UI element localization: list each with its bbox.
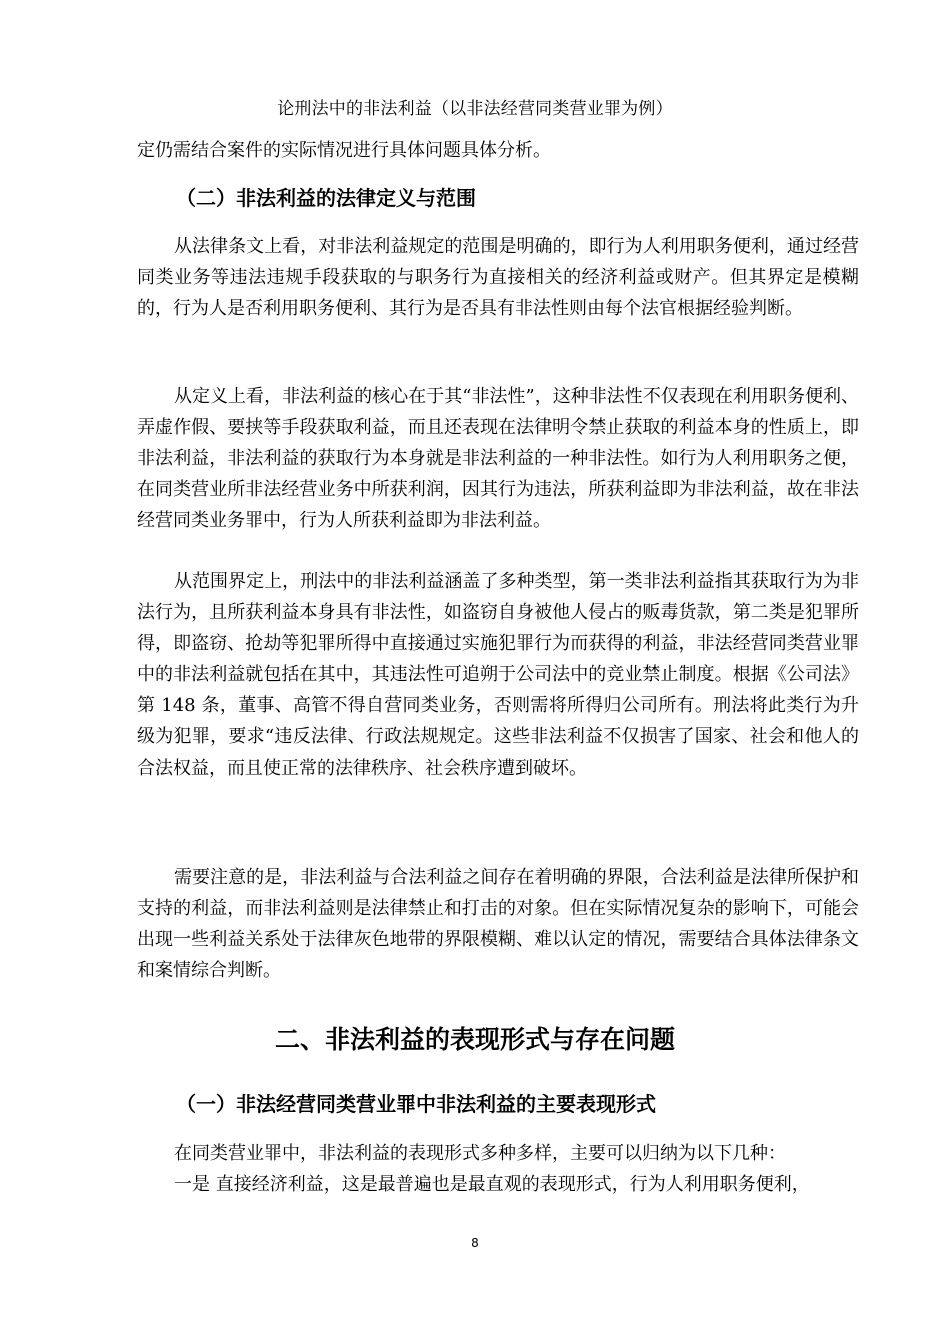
body-paragraph: 从定义上看，非法利益的核心在于其“非法性”，这种非法性不仅表现在利用职务便利、弄虚作假、要挟等手段获取利益，而且还表现在法律明令禁止获取的利益本身的性质上，即非法利益，非法利益的获取行为本身就是非法利益的一种非法性。如行为人利用职务之便，在同类营业所非法经营业务中所获利润，因其行为违法，所获利益即为非法利益，故在非法经营同类业务罪中，行为人所获利益即为非法利益。 — [137, 386, 859, 532]
body-paragraph: 需要注意的是，非法利益与合法利益之间存在着明确的界限，合法利益是法律所保护和支持的利益，而非法利益则是法律禁止和打击的对象。但在实际情况复杂的影响下，可能会出现一些利益关系处于法律灰色地带的界限模糊、难以认定的情况，需要结合具体法律条文和案情综合判断。 — [137, 867, 859, 982]
chapter-heading: 二、非法利益的表现形式与存在问题 — [274, 1025, 675, 1054]
body-paragraph: 在同类营业罪中，非法利益的表现形式多种多样，主要可以归纳为以下几种： — [174, 1143, 786, 1164]
body-paragraph: 一是 直接经济利益，这是最普遍也是最直观的表现形式，行为人利用职务便利， — [174, 1174, 810, 1195]
section-heading-1-text: （一）非法经营同类营业罪中非法利益的主要表现形式 — [176, 1092, 656, 1116]
continuation-paragraph: 定仍需结合案件的实际情况进行具体问题具体分析。 — [137, 140, 551, 161]
running-header: 论刑法中的非法利益（以非法经营同类营业罪为例） — [277, 99, 673, 119]
page-number: 8 — [471, 1236, 479, 1250]
body-paragraph: 从范围界定上，刑法中的非法利益涵盖了多种类型，第一类非法利益指其获取行为为非法行为，且所获利益本身具有非法性，如盗窃自身被他人侵占的贩毒货款，第二类是犯罪所得，即盗窃、抢劫等犯罪所得中直接通过实施犯罪行为而获得的利益，非法经营同类营业罪中的非法利益就包括在其中，其违法性可追朔于公司法中的竞业禁止制度。根据《公司法》第 148 条，董事、高管不得自营同类业务，否则需将所得归公司所有。刑法将此类行为升级为犯罪，要求“违反法律、行政法规规定。这些非法利益不仅损害了国家、社会和他人的合法权益，而且使正常的法律秩序、社会秩序遭到破坏。 — [137, 571, 859, 779]
body-paragraph: 从法律条文上看，对非法利益规定的范围是明确的，即行为人利用职务便利，通过经营同类业务等违法违规手段获取的与职务行为直接相关的经济利益或财产。但其界定是模糊的，行为人是否利用职务便利、其行为是否具有非法性则由每个法官根据经验判断。 — [137, 236, 859, 320]
section-heading-2-text: （二）非法利益的法律定义与范围 — [176, 186, 476, 210]
